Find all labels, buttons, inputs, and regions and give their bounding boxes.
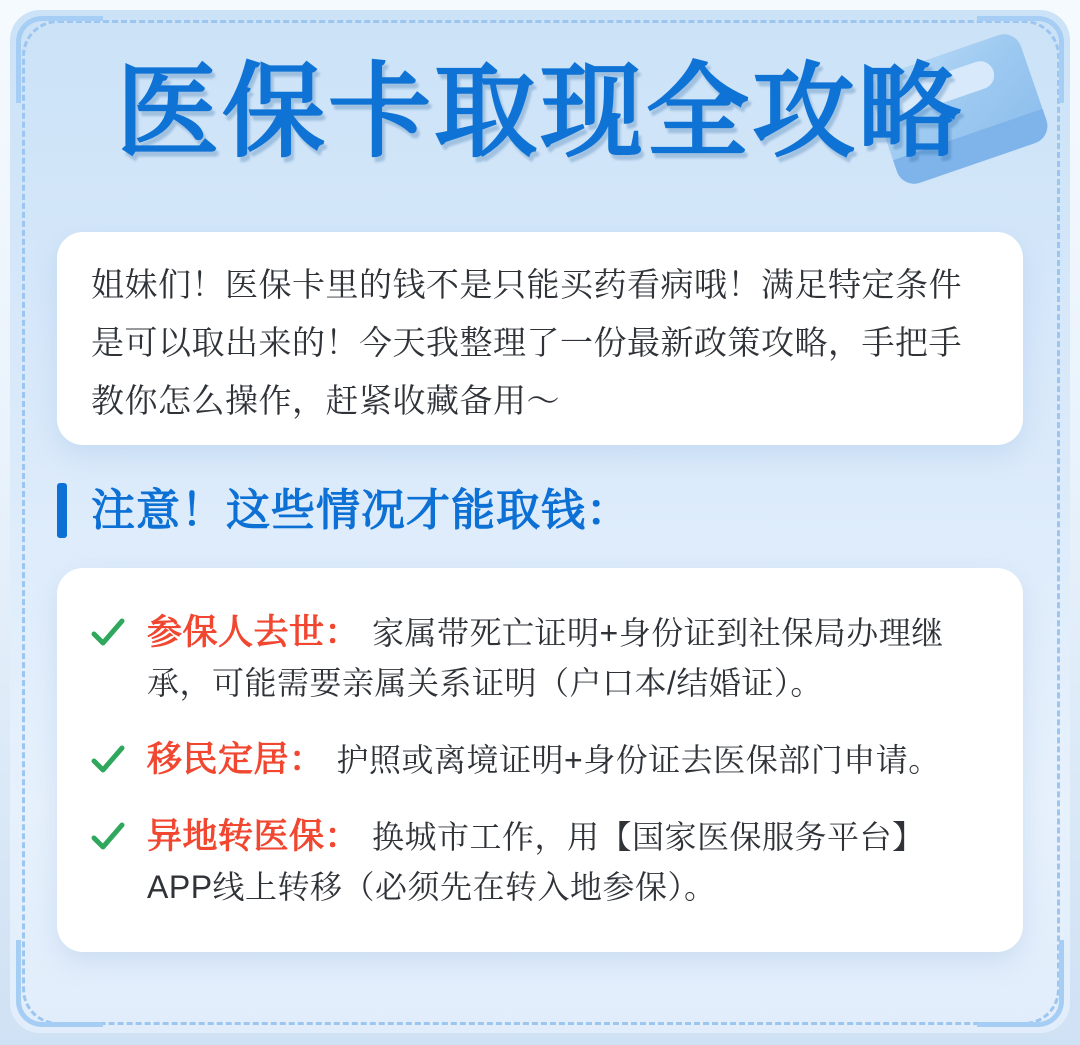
check-icon: [91, 735, 127, 779]
checklist-card: [57, 568, 1023, 952]
section-title: 注意！这些情况才能取钱：: [91, 486, 631, 535]
intro-text: 姐妹们！医保卡里的钱不是只能买药看病哦！满足特定条件是可以取出来的！今天我整理了一份最新政策攻略，手把手教你怎么操作，赶紧收藏备用～: [91, 266, 962, 419]
checklist-item-label: 异地转医保：: [147, 817, 361, 856]
check-icon: [91, 608, 127, 652]
checklist-item-emigration: [91, 735, 989, 785]
section-header: [57, 483, 631, 538]
checklist-item-label: 移民定居：: [147, 740, 325, 779]
check-icon: [91, 812, 127, 856]
section-accent-bar: [57, 483, 67, 538]
checklist-item-body: 家属带死亡证明+身份证到社保局办理继承，可能需要亲属关系证明（户口本/结婚证）。: [147, 615, 944, 701]
checklist-item-body: 换城市工作，用【国家医保服务平台】APP线上转移（必须先在转入地参保）。: [147, 819, 925, 905]
checklist-item-text: [147, 812, 989, 912]
checklist-item-deceased: [91, 608, 989, 708]
checklist-item-body: 护照或离境证明+身份证去医保部门申请。: [336, 742, 941, 778]
checklist-item-text: [147, 735, 989, 785]
page-title: 医保卡取现全攻略: [116, 54, 964, 169]
intro-card: [57, 232, 1023, 445]
checklist-item-text: [147, 608, 989, 708]
checklist-item-label: 参保人去世：: [147, 613, 361, 652]
checklist-item-transfer: [91, 812, 989, 912]
